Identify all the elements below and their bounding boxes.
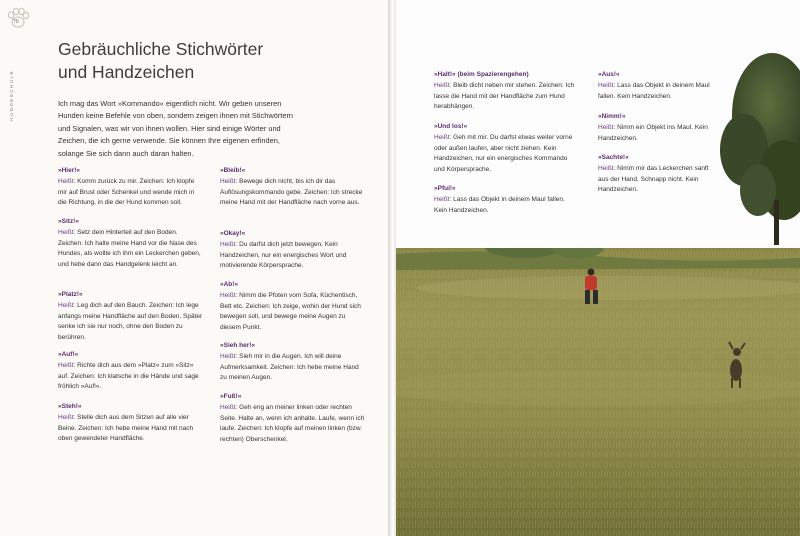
entry-title: »Hier!«	[58, 167, 81, 174]
heisst-label: Heißt:	[58, 413, 76, 421]
entry-desc: Geh eng an meiner linken oder rechten Seite. Halte an, wenn ich anhalte. Laufe, wenn ich laufe. Zeichen: Ich klopfe auf meinen linken (bzw. rechten) Oberschenkel.	[220, 403, 365, 444]
heisst-label: Heißt:	[58, 228, 76, 236]
left-page	[0, 0, 388, 536]
entry-steh	[58, 402, 203, 445]
entry-title: »Sitz!«	[58, 218, 79, 225]
entry-und-los	[434, 122, 579, 176]
heisst-label: Heißt:	[220, 291, 238, 299]
entry-desc: Nimm mir das Leckerchen sanft aus der Hand. Schnapp nicht. Kein Handzeichen.	[598, 164, 709, 194]
heisst-label: Heißt:	[220, 240, 238, 248]
entry-okay	[220, 229, 365, 272]
section-label: HUNDESCHULE	[9, 70, 14, 121]
page-title	[58, 38, 378, 84]
entry-desc: Setz dein Hinterteil auf den Boden. Zeichen: Ich halte meine Hand vor die Nase des Hundes, als wollte ich ihm ein Leckerchen geben, und hebe dann das Handgelenk leicht an.	[58, 228, 201, 269]
entry-sitz	[58, 217, 203, 271]
entry-bleib	[220, 166, 365, 209]
entry-fuss	[220, 392, 365, 446]
entry-auf	[58, 350, 203, 393]
entry-sieh-her	[220, 341, 365, 384]
entry-title: »Und los!«	[434, 123, 468, 130]
heisst-label: Heißt:	[220, 177, 238, 185]
entry-desc: Geh mit mir. Du darfst etwas weiter vorne oder außen laufen, aber nicht ziehen. Kein Handzeichen, nur ein energisches Kommando und Körpersprache.	[434, 133, 573, 174]
book-gutter	[388, 0, 396, 536]
entry-title: »Halt!« (beim Spazierengehen)	[434, 71, 529, 78]
heisst-label: Heißt:	[58, 177, 76, 185]
entry-desc: Nimm ein Objekt ins Maul. Kein Handzeichen.	[598, 123, 708, 142]
entry-desc: Richte dich aus dem »Platz« zum »Sitz« auf. Zeichen: Ich klatsche in die Hände und sage fröhlich »Auf!«.	[58, 361, 199, 391]
title-line-2: und Handzeichen	[58, 62, 195, 82]
intro-paragraph: Ich mag das Wort »Kommando« eigentlich nicht. Wir geben unseren Hunden keine Befehle von oben, sondern zeigen ihnen mit Stichwörtern und Signalen, was wir von ihnen wollen. Hier sind einige Wörter und Zeichen, die ich gerne verwende. Sie können Ihre eigenen erfinden, solange Sie sich dann auch daran halten.	[58, 99, 294, 158]
entry-title: »Ab!«	[220, 281, 239, 288]
entry-desc: Du darfst dich jetzt bewegen. Kein Handzeichen, nur ein energisches Wort und motivierende Körpersprache.	[220, 240, 347, 270]
meadow-photo	[396, 248, 800, 536]
heisst-label: Heißt:	[434, 133, 452, 141]
entry-title: »Okay!«	[220, 230, 246, 237]
entry-desc: Komm zurück zu mir. Zeichen: Ich klopfe mir auf Brust oder Schenkel und wende mich in die Richtung, in die der Hund kommen soll.	[58, 177, 195, 207]
right-page	[396, 0, 800, 536]
heisst-label: Heißt:	[220, 352, 238, 360]
entry-title: »Sieh her!«	[220, 342, 256, 349]
entry-hier	[58, 166, 203, 209]
entry-desc: Lass das Objekt in deinem Maul fallen. Kein Handzeichen.	[598, 81, 710, 100]
entry-title: »Pfui!«	[434, 185, 456, 192]
entry-desc: Stelle dich aus dem Sitzen auf alle vier Beine. Zeichen: Ich hebe meine Hand mit nach oben gewendeter Handfläche.	[58, 413, 194, 443]
entry-nimm	[598, 112, 710, 144]
entry-pfui	[434, 184, 579, 216]
entry-title: »Platz!«	[58, 291, 83, 298]
entry-desc: Sieh mir in die Augen. Ich will deine Aufmerksamkeit. Zeichen: Ich hebe meine Hand zu meinen Augen.	[220, 352, 359, 382]
entry-title: »Nimm!«	[598, 113, 626, 120]
heisst-label: Heißt:	[220, 403, 238, 411]
entry-title: »Sachte!«	[598, 154, 629, 161]
entry-platz	[58, 290, 203, 344]
page-number: 70	[13, 19, 19, 25]
title-line-1: Gebräuchliche Stichwörter	[58, 39, 264, 59]
entry-halt	[434, 70, 579, 113]
entry-desc: Nimm die Pfoten vom Sofa, Küchentisch, Bett etc. Zeichen: Ich zeige, wohin der Hund sich bewegen soll, und bewege meine Augen zu diesem Punkt.	[220, 291, 361, 332]
entry-desc: Bleib dicht neben mir stehen. Zeichen: Ich lasse die Hand mit der Handfläche zum Hund herabhängen.	[434, 81, 575, 111]
heisst-label: Heißt:	[58, 361, 76, 369]
heisst-label: Heißt:	[598, 123, 616, 131]
tree-illustration	[714, 30, 800, 260]
heisst-label: Heißt:	[598, 164, 616, 172]
entry-title: »Aus!«	[598, 71, 620, 78]
heisst-label: Heißt:	[434, 195, 452, 203]
entry-desc: Bewege dich nicht, bis ich dir das Auflösungskommando gebe. Zeichen: Ich strecke meine Hand mit der Handfläche nach vorne aus.	[220, 177, 363, 207]
entry-title: »Bleib!«	[220, 167, 246, 174]
entry-aus	[598, 70, 710, 102]
entry-sachte	[598, 153, 710, 196]
entry-ab	[220, 280, 365, 334]
heisst-label: Heißt:	[434, 81, 452, 89]
entry-desc: Lass das Objekt in deinem Maul fallen. Kein Handzeichen.	[434, 195, 565, 214]
entry-title: »Auf!«	[58, 351, 79, 358]
entry-title: »Fuß!«	[220, 393, 242, 400]
heisst-label: Heißt:	[58, 301, 76, 309]
heisst-label: Heißt:	[598, 81, 616, 89]
entry-desc: Leg dich auf den Bauch. Zeichen: Ich lege anfangs meine Handfläche auf den Boden. Später senke ich sie nur noch, ohne den Boden zu berühren.	[58, 301, 203, 342]
entry-title: »Steh!«	[58, 403, 82, 410]
